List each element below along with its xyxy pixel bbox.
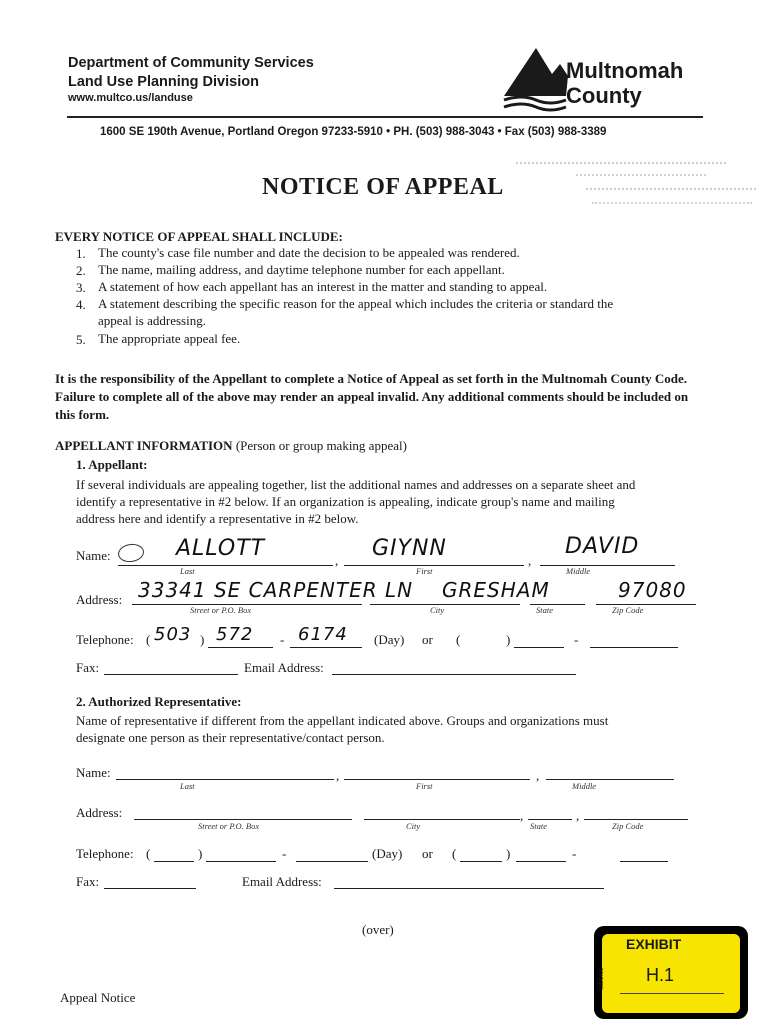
representative-telephone-label: Telephone: <box>76 846 134 861</box>
list-item: 5. The appropriate appeal fee. <box>76 331 241 347</box>
instruction-line: Name of representative if different from the appellant indicated above. Groups and organizations must <box>76 713 609 728</box>
last-name-underline <box>118 565 333 566</box>
or-label: or <box>422 632 433 647</box>
paren-open: ( <box>452 846 457 861</box>
instruction-line: address here and identify a representative in #2 below. <box>76 511 359 526</box>
state-label: State <box>536 605 553 615</box>
rep-alt-line-field[interactable] <box>620 861 668 862</box>
last-label: Last <box>180 781 195 791</box>
city-label: City <box>430 605 445 615</box>
list-item: 3. A statement of how each appellant has an interest in the matter and standing to appeal. <box>76 279 548 295</box>
dept-line-2: Land Use Planning Division <box>68 74 259 90</box>
logo-line-2: County <box>566 83 642 108</box>
appellant-telephone-label: Telephone: <box>76 632 134 647</box>
appellant-email-field[interactable] <box>332 674 576 675</box>
representative-address-label: Address: <box>76 805 123 820</box>
comma-separator: , <box>336 768 340 783</box>
alt-line-field[interactable] <box>590 647 678 648</box>
header-divider <box>67 116 703 118</box>
rep-alt-prefix-field[interactable] <box>516 861 566 862</box>
dash-separator: - <box>280 632 285 647</box>
appellant-name-label: Name: <box>76 548 111 563</box>
city-label: City <box>406 821 421 831</box>
paren-close: ) <box>198 846 203 861</box>
faded-received-stamp <box>516 160 756 216</box>
appellant-last-name-field[interactable]: ALLOTT <box>176 536 266 561</box>
over-note: (over) <box>362 922 394 937</box>
rep-city-field[interactable] <box>364 819 520 820</box>
appellant-email-label: Email Address: <box>244 660 324 675</box>
appellant-zip-field[interactable]: 97080 <box>618 578 687 602</box>
appellant-street-field[interactable]: 33341 SE CARPENTER LN <box>138 578 414 602</box>
comma-separator: , <box>520 808 524 823</box>
middle-label: Middle <box>566 566 591 576</box>
representative-instructions <box>76 712 608 746</box>
street-label: Street or P.O. Box <box>198 821 260 831</box>
rep-fax-field[interactable] <box>104 888 196 889</box>
appellant-heading: APPELLANT INFORMATION <box>55 438 233 453</box>
rep-zip-field[interactable] <box>584 819 688 820</box>
middle-name-underline <box>540 565 675 566</box>
day-label: (Day) <box>372 846 403 861</box>
appellant-instructions <box>76 476 716 527</box>
appellant-phone-prefix-field[interactable]: 572 <box>216 624 254 645</box>
first-label: First <box>416 781 433 791</box>
city-underline <box>370 604 520 605</box>
paren-close: ) <box>506 632 511 647</box>
rep-first-name-field[interactable] <box>344 779 530 780</box>
exhibit-number: H.1 <box>646 965 675 985</box>
appellant-note: (Person or group making appeal) <box>235 438 407 453</box>
rep-area-code-field[interactable] <box>154 861 194 862</box>
comma-separator: , <box>536 768 540 783</box>
comma-separator: , <box>528 553 532 568</box>
appellant-first-name-field[interactable]: GIYNN <box>372 536 447 561</box>
zip-label: Zip Code <box>612 605 644 615</box>
list-item: 1. The county's case file number and date the decision to be appealed was rendered. <box>76 245 520 261</box>
rep-alt-area-field[interactable] <box>460 861 502 862</box>
website-url: www.multco.us/landuse <box>68 92 193 104</box>
representative-name-label: Name: <box>76 765 111 780</box>
state-label: State <box>530 821 547 831</box>
appellant-middle-name-field[interactable]: DAVID <box>565 534 640 559</box>
first-label: First <box>416 566 433 576</box>
appellant-address-label: Address: <box>76 592 123 607</box>
rep-last-name-field[interactable] <box>116 779 334 780</box>
street-label: Street or P.O. Box <box>190 605 252 615</box>
dash-separator: - <box>282 846 287 861</box>
appellant-fax-label: Fax: <box>76 660 100 675</box>
appellant-city-field[interactable]: GRESHAM <box>442 578 550 602</box>
representative-subheading: 2. Authorized Representative: <box>76 694 242 709</box>
rep-phone-line-field[interactable] <box>296 861 368 862</box>
rep-phone-prefix-field[interactable] <box>206 861 276 862</box>
day-label: (Day) <box>374 632 405 647</box>
appellant-area-code-field[interactable]: 503 <box>154 624 192 645</box>
exhibit-label: EXHIBIT <box>626 936 682 952</box>
requirements-heading: EVERY NOTICE OF APPEAL SHALL INCLUDE: <box>55 229 343 244</box>
rep-state-field[interactable] <box>528 819 572 820</box>
office-address: 1600 SE 190th Avenue, Portland Oregon 97233-5910 • PH. (503) 988-3043 • Fax (503) 988-3389 <box>100 126 607 138</box>
list-item: 2. The name, mailing address, and daytime telephone number for each appellant. <box>76 262 505 278</box>
crossed-out-mark <box>117 542 145 563</box>
document-name: Appeal Notice <box>60 990 136 1005</box>
exhibit-underline <box>620 993 724 994</box>
paren-close: ) <box>506 846 511 861</box>
last-label: Last <box>180 566 195 576</box>
paren-open: ( <box>146 632 151 647</box>
alt-prefix-field[interactable] <box>514 647 564 648</box>
middle-label: Middle <box>572 781 597 791</box>
paren-close: ) <box>200 632 205 647</box>
paren-open: ( <box>146 846 151 861</box>
zip-label: Zip Code <box>612 821 644 831</box>
appellant-fax-field[interactable] <box>104 674 238 675</box>
prefix-underline <box>208 647 273 648</box>
exhibit-brand: tabbies <box>598 967 605 990</box>
dash-separator: - <box>572 846 577 861</box>
responsibility-statement: It is the responsibility of the Appellant to complete a Notice of Appeal as set forth in the Multnomah County Code. Failure to complete all of the above may render an appeal invalid. Any additional comments should be included on this form. <box>55 371 689 422</box>
county-logo-text <box>566 58 683 108</box>
line-underline <box>290 647 362 648</box>
first-name-underline <box>344 565 524 566</box>
zip-underline <box>596 604 696 605</box>
representative-email-label: Email Address: <box>242 874 322 889</box>
rep-email-field[interactable] <box>334 888 604 889</box>
appellant-section-heading <box>55 438 407 454</box>
comma-separator: , <box>335 553 339 568</box>
rep-middle-name-field[interactable] <box>546 779 674 780</box>
instruction-line: If several individuals are appealing together, list the additional names and addresses on a separate sheet and <box>76 477 636 492</box>
list-item: 4. A statement describing the specific reason for the appeal which includes the criteria or standard the <box>76 296 614 312</box>
dash-separator: - <box>574 632 579 647</box>
or-label: or <box>422 846 433 861</box>
appellant-phone-line-field[interactable]: 6174 <box>298 624 348 645</box>
department-name <box>68 54 314 92</box>
comma-separator: , <box>576 808 580 823</box>
logo-line-1: Multnomah <box>566 58 684 83</box>
appellant-subheading: 1. Appellant: <box>76 457 148 472</box>
paren-open: ( <box>456 632 461 647</box>
instruction-line: identify a representative in #2 below. If an organization is appealing, indicate group's name and mailing <box>76 494 615 509</box>
dept-line-1: Department of Community Services <box>68 55 314 71</box>
instruction-line: designate one person as their representative/contact person. <box>76 730 385 745</box>
rep-street-field[interactable] <box>134 819 352 820</box>
representative-fax-label: Fax: <box>76 874 100 889</box>
page-title: NOTICE OF APPEAL <box>262 174 504 200</box>
